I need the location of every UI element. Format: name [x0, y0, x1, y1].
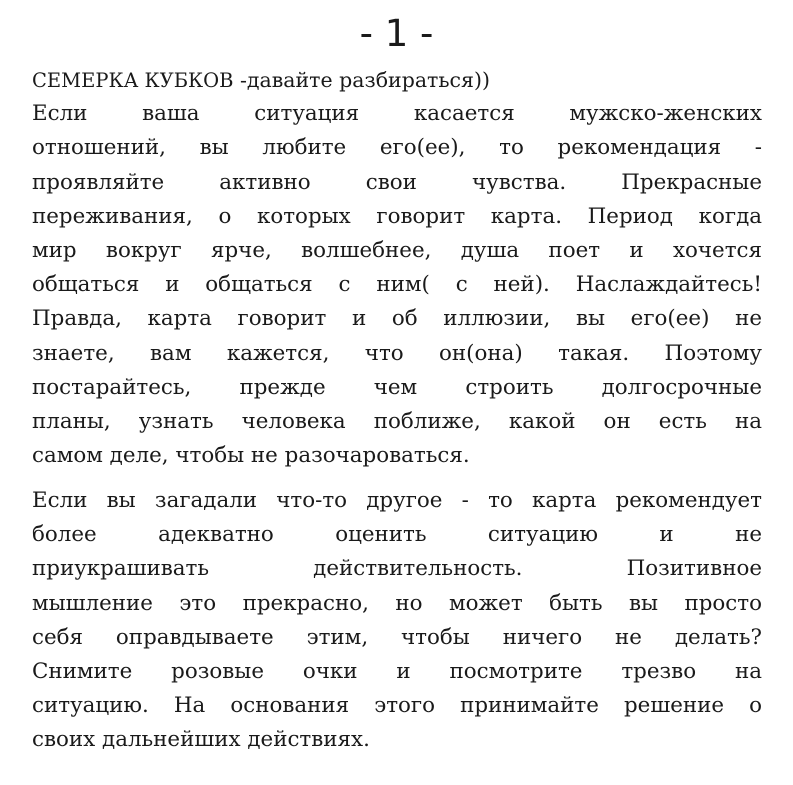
text-line: более адекватно оценить ситуацию и не [32, 522, 762, 548]
text-line: Если вы загадали что-то другое - то карта рекомендует [32, 488, 762, 513]
card-title: СЕМЕРКА КУБКОВ [32, 69, 234, 92]
text-line: приукрашивать действительность. Позитивное [32, 556, 762, 582]
text-line: Если ваша ситуация касается мужско-женских [32, 101, 762, 127]
text-line: себя оправдываете этим, чтобы ничего не делать? [32, 624, 762, 650]
text-line: постарайтесь, прежде чем строить долгосрочные [32, 374, 762, 400]
text-line: ситуацию. На основания этого принимайте решение о [32, 693, 762, 719]
paragraph-2 [32, 484, 762, 758]
text-line: проявляйте активно свои чувства. Прекрасные [32, 169, 762, 195]
text-line: отношений, вы любите его(ее), то рекомендация - [32, 135, 762, 161]
text-line: планы, узнать человека поближе, какой он есть на [32, 408, 762, 434]
text-line: общаться и общаться с ним( с ней). Наслаждайтесь! [32, 272, 762, 298]
heading-subtitle: -давайте разбираться)) [233, 68, 490, 92]
text-line: переживания, о которых говорит карта. Период когда [32, 203, 762, 229]
text-line: Правда, карта говорит и об иллюзии, вы его(ее) не [32, 306, 762, 332]
text-line: мир вокруг ярче, волшебнее, душа поет и хочется [32, 237, 762, 263]
text-line: Снимите розовые очки и посмотрите трезво на [32, 658, 762, 684]
text-line: знаете, вам кажется, что он(она) такая. Поэтому [32, 340, 762, 366]
page-number: - 1 - [359, 12, 434, 55]
heading-line [32, 63, 762, 97]
paragraph-1 [32, 63, 762, 473]
text-line-last: самом деле, чтобы не разочароваться. [32, 443, 470, 469]
text-line-last: своих дальнейших действиях. [32, 727, 370, 753]
text-line: мышление это прекрасно, но может быть вы просто [32, 590, 762, 616]
